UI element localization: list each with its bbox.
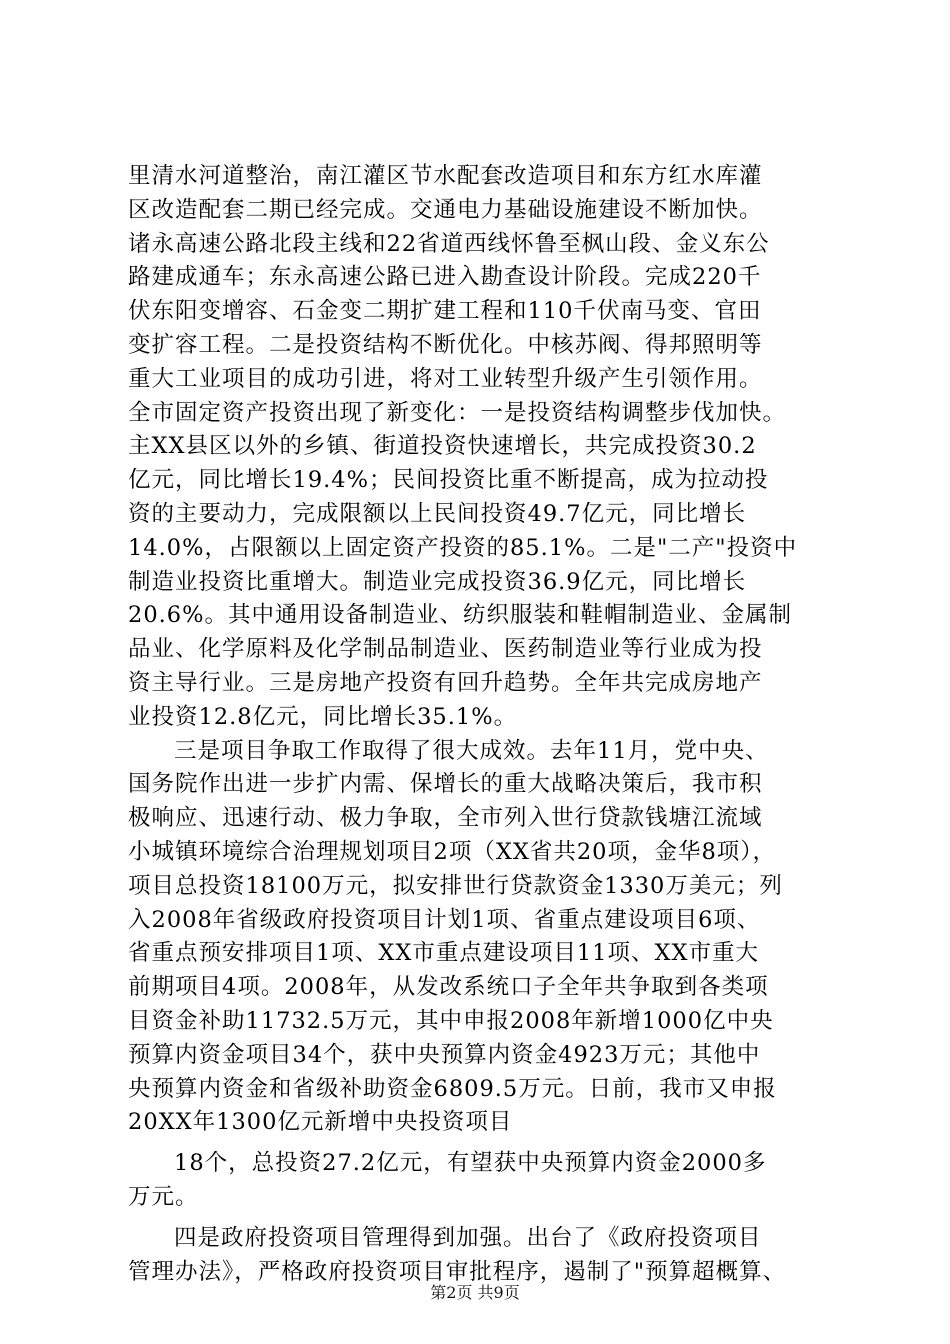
text-line: 万元。 [128,1183,199,1210]
text-line: 目资金补助11732.5万元，其中申报2008年新增1000亿中央 [128,1007,774,1034]
text-line: 省重点预安排项目1项、XX市重点建设项目11项、XX市重大 [128,940,760,967]
text-line: 预算内资金项目34个，获中央预算内资金4923万元；其他中 [128,1041,761,1068]
text-line: 国务院作出进一步扩内需、保增长的重大战略决策后，我市积 [128,771,763,798]
text-line: 业投资12.8亿元，同比增长35.1%。 [128,703,518,730]
text-line: 全市固定资产投资出现了新变化：一是投资结构调整步伐加快。 [128,399,787,426]
text-line: 品业、化学原料及化学制品制造业、医药制造业等行业成为投 [128,636,763,663]
text-line: 前期项目4项。2008年，从发改系统口子全年共争取到各类项 [128,974,769,1001]
text-line: 主XX县区以外的乡镇、街道投资快速增长，共完成投资30.2 [128,433,757,460]
text-line: 央预算内资金和省级补助资金6809.5万元。日前，我市又申报 [128,1075,777,1102]
document-body [128,160,828,1289]
text-line: 资主导行业。三是房地产投资有回升趋势。全年共完成房地产 [128,669,763,696]
text-line: 小城镇环境综合治理规划项目2项（XX省共20项，金华8项）， [128,838,777,865]
text-line: 诸永高速公路北段主线和22省道西线怀鲁至枫山段、金义东公 [128,230,770,257]
text-line: 伏东阳变增容、石金变二期扩建工程和110千伏南马变、官田 [128,298,762,325]
text-line: 14.0%，占限额以上固定资产投资的85.1%。二是"二产"投资中 [128,534,798,561]
text-line: 极响应、迅速行动、极力争取，全市列入世行贷款钱塘江流域 [128,805,763,832]
text-line: 入2008年省级政府投资项目计划1项、省重点建设项目6项、 [128,906,761,933]
text-line: 变扩容工程。二是投资结构不断优化。中核苏阀、得邦照明等 [128,331,763,358]
text-line: 资的主要动力，完成限额以上民间投资49.7亿元，同比增长 [128,500,747,527]
text-line: 区改造配套二期已经完成。交通电力基础设施建设不断加快。 [128,196,763,223]
text-line: 18个，总投资27.2亿元，有望获中央预算内资金2000多 [174,1150,767,1177]
text-line: 路建成通车；东永高速公路已进入勘查设计阶段。完成220千 [128,264,762,291]
text-line: 管理办法》，严格政府投资项目审批程序，遏制了"预算超概算、 [128,1258,787,1285]
text-line: 制造业投资比重增大。制造业完成投资36.9亿元，同比增长 [128,568,747,595]
text-line: 重大工业项目的成功引进，将对工业转型升级产生引领作用。 [128,365,763,392]
text-line: 四是政府投资项目管理得到加强。出台了《政府投资项目 [174,1224,762,1251]
page-footer: 第2页 共9页 [430,1283,520,1302]
text-line: 项目总投资18100万元，拟安排世行贷款资金1330万美元；列 [128,872,783,899]
text-line: 20XX年1300亿元新增中央投资项目 [128,1109,513,1136]
text-line: 三是项目争取工作取得了很大成效。去年11月，党中央、 [174,737,769,764]
text-line: 20.6%。其中通用设备制造业、纺织服装和鞋帽制造业、金属制 [128,602,792,629]
text-line: 里清水河道整治，南江灌区节水配套改造项目和东方红水库灌 [128,163,763,189]
text-line: 亿元，同比增长19.4%；民间投资比重不断提高，成为拉动投 [128,467,769,494]
